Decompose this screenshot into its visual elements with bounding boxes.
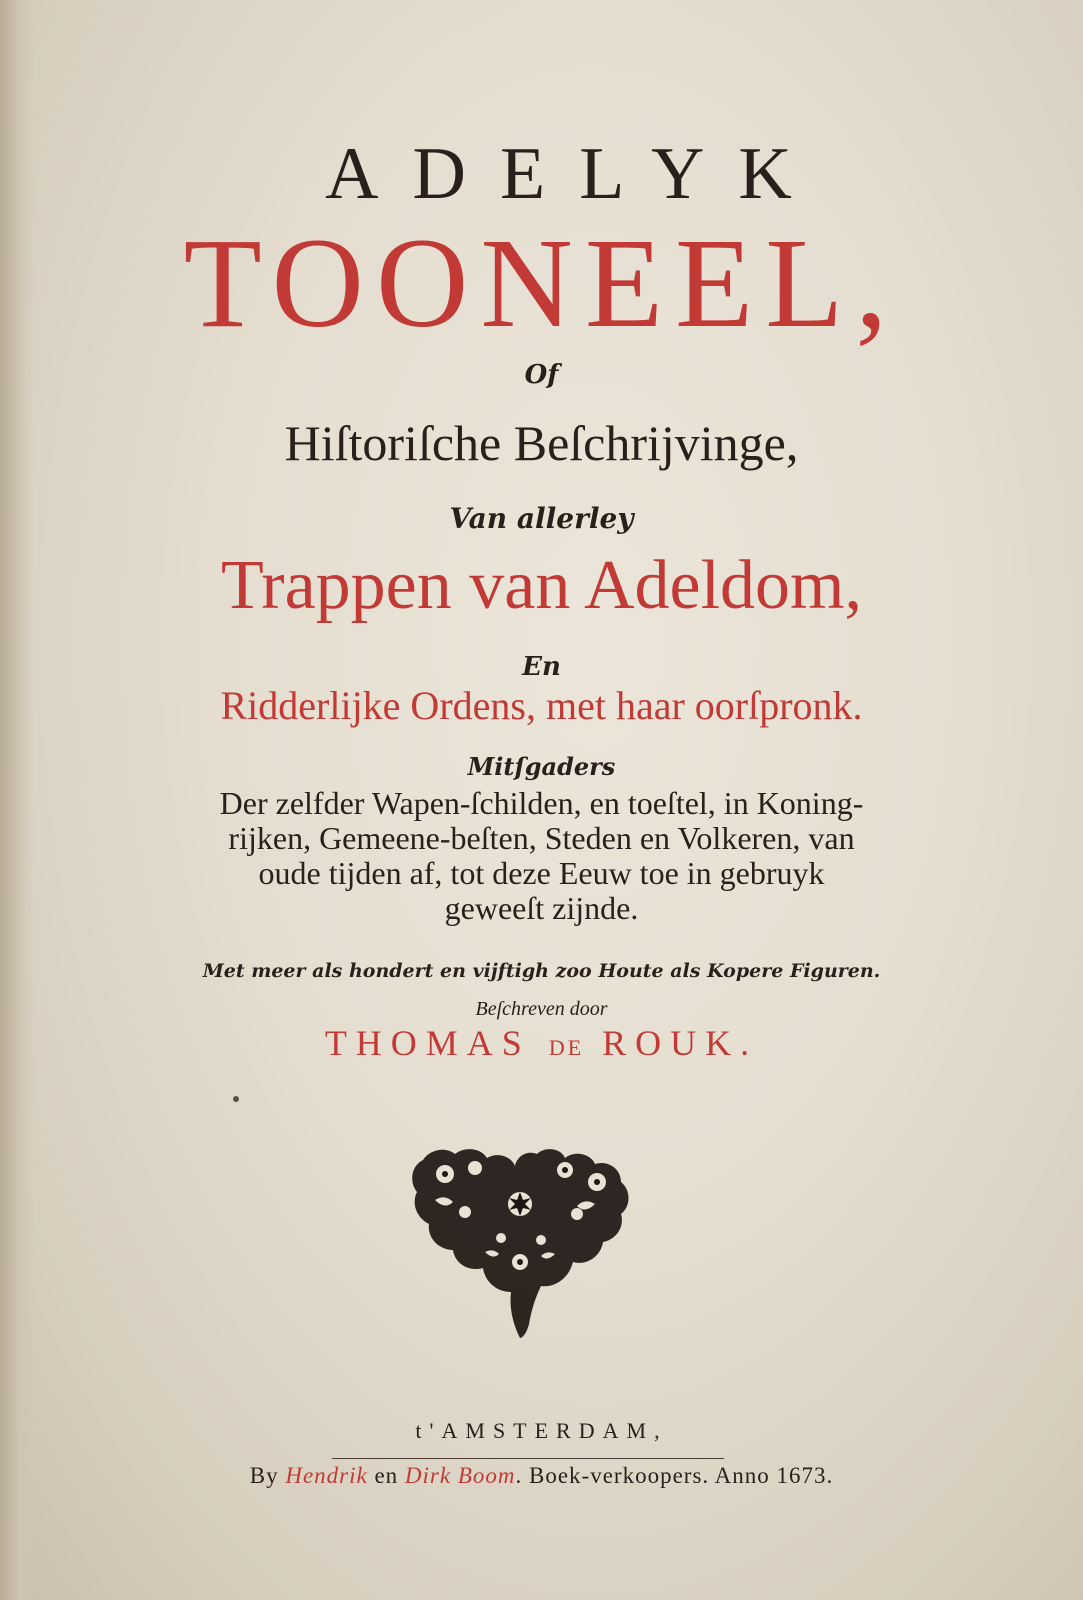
imprint-line [0,1463,1083,1489]
imprint-printer-1: Hendrik [285,1463,368,1488]
description-block [0,786,1083,926]
author-first-name: THOMAS [324,1023,531,1063]
imprint-trade: . Boek-verkoopers. Anno 1673. [515,1463,834,1488]
imprint-conjunction: en [374,1463,399,1488]
subtitle-historische: Hiſtoriſche Beſchrijvinge, [284,415,799,471]
title-tooneel: TOONEEL, [183,212,900,354]
title-adelyk: ADELYK [325,133,826,215]
figures-note: Met meer als hondert en vijftigh zoo Houte als Kopere Figuren. [202,960,881,982]
description-line: Der zelfder Wapen-ſchilden, en toeſtel, in Koning- [219,785,864,821]
description-line: geweeſt zijnde. [444,890,639,926]
imprint-city: t'AMSTERDAM, [415,1418,668,1443]
subtitle-trappen: Trappen van Adeldom, [221,547,862,624]
floral-bouquet-ornament-icon [405,1142,635,1340]
author-name [0,1022,1083,1064]
paper-spot [233,1096,239,1102]
description-line: rijken, Gemeene-beſten, Steden en Volkeren, van [228,820,855,856]
connector-mitsgaders: Mitſgaders [467,752,616,781]
connector-of: Of [524,360,559,390]
author-last-name: ROUK. [602,1023,759,1063]
author-intro: Beſchreven door [475,998,608,1020]
description-line: oude tijden af, tot deze Eeuw toe in gebruyk [258,855,825,891]
imprint-rule [332,1458,724,1459]
connector-en: En [522,652,561,682]
subtitle-ridderlijke: Ridderlijke Ordens, met haar oorſpronk. [220,683,863,728]
imprint-printer-2: Dirk Boom [404,1463,516,1488]
author-particle: DE [548,1035,585,1060]
connector-van-allerley: Van allerley [449,502,634,535]
imprint-prefix: By [249,1463,279,1488]
